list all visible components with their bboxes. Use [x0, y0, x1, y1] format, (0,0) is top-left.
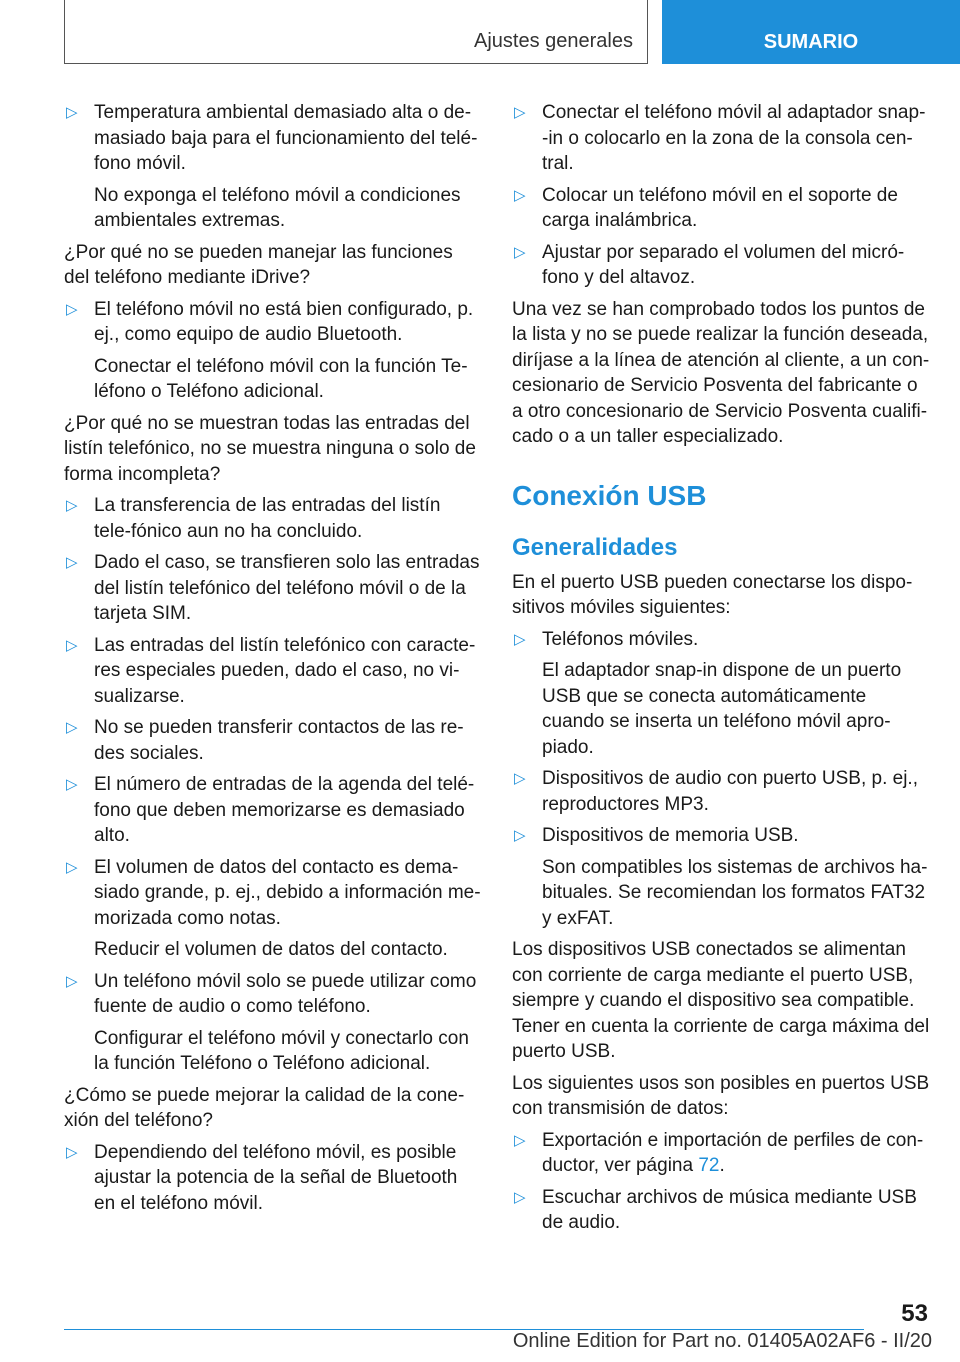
list-item-note: El adaptador snap-in dispone de un puerto USB que se conecta automáticamente cuando se inserta un teléfono móvil apro-piado. [542, 660, 902, 758]
page-number: 53 [901, 1300, 928, 1327]
list-item-note: Conectar el teléfono móvil con la función Te-léfono o Teléfono adicional. [94, 355, 468, 402]
header-frame [64, 0, 648, 64]
subsection-heading: Generalidades [512, 533, 678, 561]
question: ¿Por qué no se muestran todas las entradas del listín telefónico, no se muestra ninguna o solo de forma incompleta? [64, 412, 476, 485]
list-item: ▷ Conectar el teléfono móvil al adaptador snap--in o colocarlo en la zona de la consola cen-tral. [512, 100, 930, 177]
list-item [512, 1128, 930, 1179]
list-item: ▷ Las entradas del listín telefónico con caracte-res especiales pueden, dado el caso, no vi-sualizarse. [64, 633, 482, 710]
paragraph: En el puerto USB pueden conectarse los dispo-sitivos móviles siguientes: [512, 571, 913, 618]
list-item: ▷ Ajustar por separado el volumen del micró-fono y del altavoz. [512, 240, 930, 291]
question: ¿Por qué no se pueden manejar las funciones del teléfono mediante iDrive? [64, 241, 453, 288]
list-item: ▷ Dado el caso, se transfieren solo las entradas del listín telefónico del teléfono móvil o de la tarjeta SIM. [64, 550, 482, 627]
section-title: Ajustes generales [474, 30, 633, 52]
paragraph: Los siguientes usos son posibles en puertos USB con transmisión de datos: [512, 1072, 930, 1119]
contents-tab[interactable]: SUMARIO [662, 0, 960, 64]
list-item-note: Reducir el volumen de datos del contacto. [94, 939, 448, 960]
paragraph: Una vez se han comprobado todos los puntos de la lista y no se puede realizar la función deseada, diríjase a la línea de atención al cliente, a un con-cesionario de Servicio Posventa del fabricante o a otro concesionario de Servicio Posventa cualifi-cado o a un taller especializado. [512, 298, 930, 447]
edition-info: Online Edition for Part no. 01405A02AF6 - II/20 [512, 1330, 932, 1352]
list-item: ▷ La transferencia de las entradas del listín tele-fónico aun no ha concluido. [64, 493, 482, 544]
question: ¿Cómo se puede mejorar la calidad de la cone-xión del teléfono? [64, 1084, 465, 1131]
list-item-text: Exportación e importación de perfiles de con-ductor, ver página [542, 1129, 924, 1176]
list-item: ▷ El teléfono móvil no está bien configurado, p. ej., como equipo de audio Bluetooth. [64, 297, 482, 348]
page-link[interactable]: 72 [698, 1155, 720, 1176]
left-column [64, 100, 482, 1222]
list-item-end: . [719, 1155, 725, 1176]
list-item: ▷ El número de entradas de la agenda del telé-fono que deben memorizarse es demasiado alto. [64, 772, 482, 849]
list-item-note: Configurar el teléfono móvil y conectarlo con la función Teléfono o Teléfono adicional. [94, 1027, 469, 1074]
list-item: ▷ Temperatura ambiental demasiado alta o de-masiado baja para el funcionamiento del telé-fono móvil. [64, 100, 482, 177]
list-item-note: Son compatibles los sistemas de archivos ha-bituales. Se recomiendan los formatos FAT32 y exFAT. [542, 856, 928, 929]
list-item: ▷ Escuchar archivos de música mediante USB de audio. [512, 1185, 930, 1236]
list-item: ▷ Dispositivos de memoria USB. [512, 823, 930, 849]
list-item: ▷ Colocar un teléfono móvil en el soporte de carga inalámbrica. [512, 183, 930, 234]
list-item: ▷ El volumen de datos del contacto es dema-siado grande, p. ej., debido a información me-morizada como notas. [64, 855, 482, 932]
right-column [512, 100, 930, 1242]
list-item: ▷ Dependiendo del teléfono móvil, es posible ajustar la potencia de la señal de Bluetooth en el teléfono móvil. [64, 1140, 482, 1217]
list-item-note: No exponga el teléfono móvil a condiciones ambientales extremas. [94, 184, 461, 231]
list-item: ▷ Dispositivos de audio con puerto USB, p. ej., reproductores MP3. [512, 766, 930, 817]
list-item: ▷ Un teléfono móvil solo se puede utilizar como fuente de audio o como teléfono. [64, 969, 482, 1020]
list-item: ▷ No se pueden transferir contactos de las re-des sociales. [64, 715, 482, 766]
list-item: ▷ Teléfonos móviles. [512, 627, 930, 653]
section-heading: Conexión USB [512, 479, 707, 511]
paragraph: Los dispositivos USB conectados se alimentan con corriente de carga mediante el puerto USB, siempre y cuando el dispositivo sea compatible. Tener en cuenta la corriente de carga máxima del puerto USB. [512, 939, 930, 1062]
